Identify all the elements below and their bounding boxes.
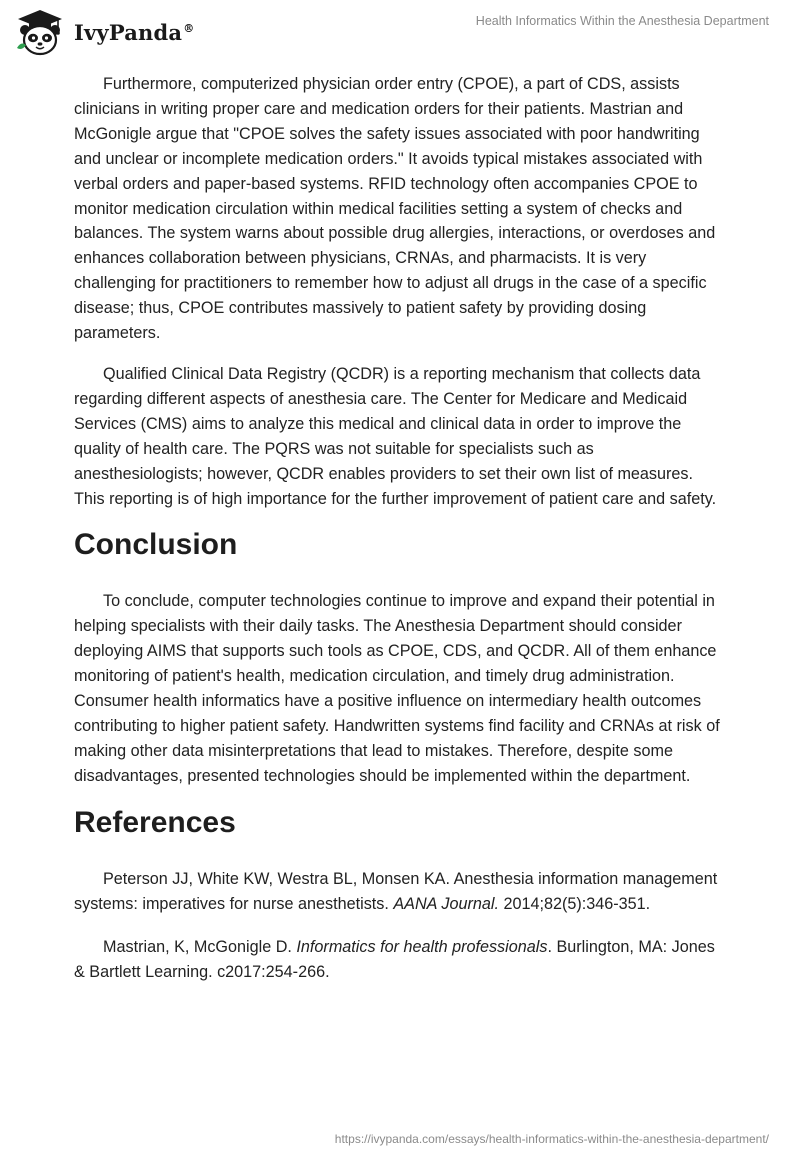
body-paragraph-qcdr: Qualified Clinical Data Registry (QCDR) is a reporting mechanism that collects data regarding different aspects of anesthesia care. The Center for Medicare and Medicaid Services (CMS) aims to analyze this medical and clinical data in order to improve the quality of health care. The PQRS was not suitable for specialists such as anesthesiologists; however, QCDR enables providers to set their own list of measures. This reporting is of high importance for the further improvement of patient care and safety. [74, 364, 717, 508]
reference-book-title: Informatics for health professionals [296, 938, 548, 957]
panda-graduate-icon [14, 8, 66, 56]
source-url[interactable]: https://ivypanda.com/essays/health-informatics-within-the-anesthesia-department/ [334, 1132, 769, 1146]
essay-content [74, 72, 726, 1004]
reference-details: 2014;82(5):346-351. [498, 894, 651, 913]
reference-text: Mastrian, K, McGonigle D. [103, 938, 297, 957]
reference-item [74, 935, 726, 985]
document-title: Health Informatics Within the Anesthesia Department [475, 14, 769, 28]
reference-text: Peterson JJ, White KW, Westra BL, Monsen KA. Anesthesia information management systems: imperatives for nurse anesthetists. [74, 869, 718, 913]
page-header [0, 0, 800, 60]
brand-logo[interactable] [14, 8, 194, 56]
conclusion-paragraph: To conclude, computer technologies continue to improve and expand their potential in helping specialists with their daily tasks. The Anesthesia Department should consider deploying AIMS that supports such tools as CPOE, CDS, and QCDR. All of them enhance monitoring of patient's health, medication circulation, and timely drug administration. Consumer health informatics have a positive influence on intermediary health outcomes contributing to higher patient safety. Handwritten systems find facility and CRNAs at risk of making other data misinterpretations that lead to mistakes. Therefore, despite some disadvantages, presented technologies should be implemented within the department. [74, 592, 720, 785]
brand-name [74, 20, 194, 45]
reference-details: . Burlington, MA: Jones & Bartlett Learning. c2017:254-266. [74, 938, 715, 982]
reference-item [74, 867, 726, 917]
references-heading: References [74, 805, 236, 839]
reference-journal: AANA Journal. [393, 894, 499, 913]
registered-mark: ® [183, 21, 195, 35]
body-paragraph-cpoe: Furthermore, computerized physician order entry (CPOE), a part of CDS, assists clinicians in writing proper care and medication orders for their patients. Mastrian and McGonigle argue that "CPOE solves the safety issues associated with poor handwriting and unclear or incomplete medication orders." It avoids typical mistakes associated with verbal orders and paper-based systems. RFID technology often accompanies CPOE to monitor medication circulation within medical facilities setting a system of checks and balances. The system warns about possible drug allergies, interactions, or overdoses and enhances collaboration between physicians, CRNAs, and pharmacists. It is very challenging for practitioners to remember how to adjust all drugs in the case of a specific disease; thus, CPOE contributes massively to patient safety by providing dosing parameters. [74, 75, 716, 343]
conclusion-heading: Conclusion [74, 528, 238, 562]
brand-name-text: IvyPanda [74, 19, 183, 45]
